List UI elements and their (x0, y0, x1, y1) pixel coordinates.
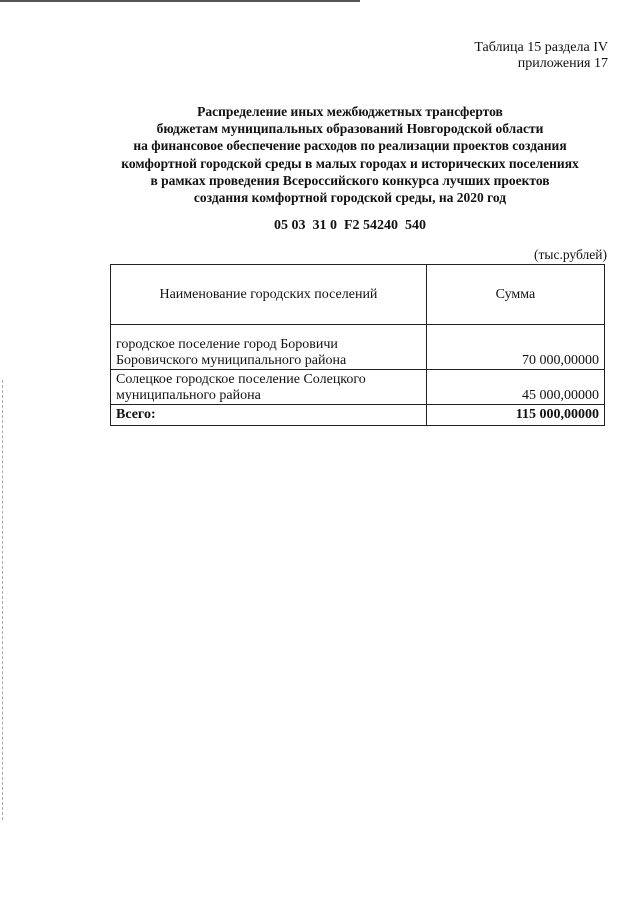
total-sum: 115 000,00000 (426, 405, 604, 426)
sum-cell: 45 000,00000 (426, 370, 604, 405)
sum-cell: 70 000,00000 (426, 325, 604, 370)
units-label: (тыс.рублей) (534, 247, 607, 262)
document-reference-table: Таблица 15 раздела IV (474, 40, 608, 55)
budget-classification-code: 05 03 31 0 F2 54240 540 (273, 218, 427, 233)
table-row (111, 325, 605, 370)
title-line: Распределение иных межбюджетных трансфертов (197, 104, 503, 119)
settlement-name: городское поселение город Боровичи (116, 337, 338, 352)
document-reference (474, 40, 608, 72)
settlement-district: Боровичского муниципального района (116, 353, 347, 368)
header-sum: Сумма (426, 265, 604, 325)
title-line: создания комфортной городской среды, на 2020 год (193, 190, 507, 206)
title-line: комфортной городской среды в малых городах и исторических поселениях (121, 155, 579, 171)
settlement-district: муниципального района (116, 388, 261, 403)
document-reference-appendix: приложения 17 (517, 56, 608, 71)
header-settlement-name: Наименование городских поселений (111, 265, 427, 325)
title-line: в рамках проведения Всероссийского конкурса лучших проектов (150, 172, 550, 188)
scan-left-edge (2, 380, 4, 820)
table-total-row (111, 405, 605, 426)
document-title (80, 103, 620, 206)
title-line: на финансовое обеспечение расходов по реализации проектов создания (133, 138, 567, 154)
transfers-table (110, 264, 605, 426)
scan-top-edge (0, 0, 360, 2)
table-header-row (111, 265, 605, 325)
settlement-name-cell (111, 325, 427, 370)
settlement-name: Солецкое городское поселение Солецкого (116, 372, 366, 387)
title-line: бюджетам муниципальных образований Новгородской области (156, 121, 544, 137)
total-label: Всего: (111, 405, 427, 426)
settlement-name-cell (111, 370, 427, 405)
table-row (111, 370, 605, 405)
